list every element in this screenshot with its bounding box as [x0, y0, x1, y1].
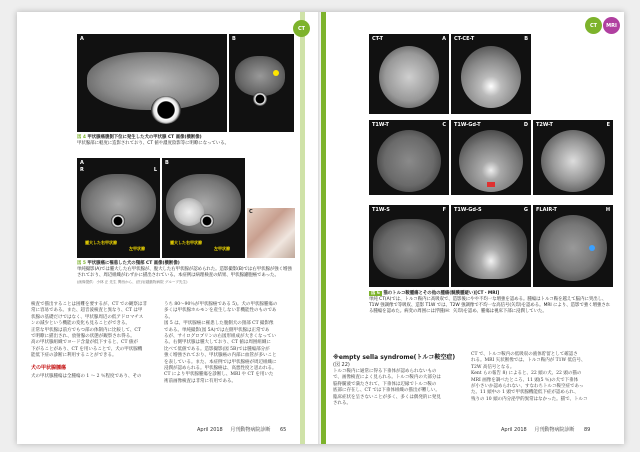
- mri-cell-letter: E: [606, 122, 610, 128]
- paragraph-line: 検査で描出することは困難を要するが、CT での観察は非: [31, 302, 147, 307]
- mri-seq-label: T1W-Gd-T: [454, 122, 481, 128]
- fig5-a-right-thyroid-label: 腫大した右甲状腺: [85, 240, 117, 245]
- paragraph-line: る。右側甲状腺は腫大しており、CT 値は周囲組織に: [164, 340, 271, 346]
- paragraph-line: 脳脊髄液で満たされて、下垂体は辺縁でトルコ鞍の: [333, 381, 437, 387]
- left-page: [17, 12, 320, 444]
- paragraph-line: れる。MRI 矢状断像では、トルコ鞍内が T1W 低信号、: [471, 358, 586, 364]
- left-section-tab: CT: [293, 20, 310, 37]
- mri-cell-5: [533, 120, 613, 195]
- mri-brain-image: [461, 46, 521, 108]
- paragraph-line: 底部に存在し、CT では下垂体組織の描出が難しい。: [333, 388, 440, 394]
- right-page-number: 89: [583, 427, 591, 433]
- mri-brain-image: [377, 130, 441, 192]
- mri-seq-label: FLAIR-T: [536, 207, 557, 213]
- fig5-caption-note: (画像提供：小林 正 先生 関西から、(医)岩越動物病院 グループ先生): [77, 280, 188, 284]
- left-footer-title: 月刊動物病院診断: [230, 427, 271, 433]
- fig6-caption-body: 単純 CT(A)では、トルコ鞍内に高吸収で、造影後にやや不均一な増強を認める。腫瘍はトルコ鞍を越えて脳内に突出し、T1W 強調像で等吸収、造影 T1W では、T2W 強調像で不均一な高信号(矢印)を認める。MRI により、造影で強く増強される腫瘍を認めた。病変の周囲には浮腫(H：矢印)を認め、腫瘍は視床下部に浸潤していた。: [369, 297, 611, 314]
- mri-blue-arrow-marker: [589, 245, 595, 251]
- ct-neck-contrast-trachea: [200, 214, 214, 228]
- paragraph-line: 比べて低値である。造影撮影(図 5B)では腫瘍部分が: [164, 346, 270, 352]
- paragraph-line: ンの減少という機能の変化も見ることができる。: [31, 321, 130, 327]
- left-text-col1: [31, 302, 156, 360]
- fig5-panel-a: [77, 158, 160, 258]
- left-footer: [197, 426, 286, 433]
- mri-cell-4: [451, 120, 531, 195]
- mri-seq-label: T1W-S: [372, 207, 390, 213]
- ct-trachea-ring: [151, 96, 181, 124]
- right-footer: [501, 426, 590, 433]
- ct-zoom-region: [235, 56, 285, 96]
- paragraph-line: で、画像検査によく見られる。トルコ鞍内の大部分は: [333, 375, 441, 381]
- mri-cell-6: [369, 205, 449, 287]
- paragraph-line: 状腺の基礎だけではなく、甲状腺周辺の低アドロマチス: [31, 314, 144, 320]
- right-footer-date: April 2018: [501, 427, 527, 433]
- fig6-caption-title: 猫のトルコ鞍腫瘍とその他の腫瘍(髄膜腫疑い)[CT・MRI]: [383, 291, 500, 296]
- right-section-tab-mri: MRI: [603, 17, 620, 34]
- mri-brain-image: [379, 46, 439, 108]
- mri-red-arrow-marker: [487, 182, 495, 187]
- mri-seq-label: T1W-T: [372, 122, 389, 128]
- left-page-number: 65: [279, 427, 287, 433]
- paragraph-line: Kent らの報告 8) によると、22 頭の犬、22 頭の猫の: [471, 371, 582, 377]
- fig5-photo-c: [247, 208, 295, 258]
- mri-cell-letter: H: [605, 207, 610, 213]
- fig5-panel-b: [162, 158, 245, 258]
- paragraph-line: である。単純撮影(図 5A)では左側甲状腺は正常であ: [164, 327, 270, 333]
- empty-sella-heading-en: ※empty sella syndrome: [333, 354, 414, 361]
- paragraph-line: トルコ鞍内に通常に得る下垂体が認められないもの: [333, 369, 437, 374]
- right-text-col2: [471, 352, 613, 403]
- fig5-r-marker: R: [80, 167, 84, 173]
- paragraph-line: 高の甲状腺組織でヨード含量が低下すると、CT 値が: [31, 340, 138, 346]
- fig5-caption-title: 甲状腺癌に罹患した犬の頸部 CT 画像(横断像): [87, 261, 180, 266]
- fig6-caption: [369, 291, 613, 315]
- right-section-tab-ct: CT: [585, 17, 602, 34]
- mri-seq-label: CT-T: [372, 36, 384, 42]
- mri-brain-image: [373, 219, 445, 279]
- mri-cell-8: [533, 205, 613, 287]
- paragraph-line: 多くは甲状腺ホルモンを産生しない非機能性のものであ: [164, 308, 277, 314]
- left-text-col2: [164, 302, 294, 385]
- fig5-caption: [77, 261, 295, 286]
- mri-cell-letter: C: [442, 122, 446, 128]
- fig4-caption-title: 甲状腺癌腹側下位に発生した犬の甲状腺 CT 画像(横断像): [87, 135, 202, 140]
- paragraph-line: 能低下症の診断に利用することができる。: [31, 353, 117, 359]
- paragraph-line: CT で、トルコ鞍内の低吸収の液体貯留として確認さ: [471, 352, 578, 357]
- paragraph-line: で明瞭に描出され、放射腺の状態が観察され得る。: [31, 334, 135, 340]
- fig4-panel-b-letter: B: [232, 36, 236, 42]
- fig4-caption-number: 図 4: [77, 135, 86, 140]
- ct-zoom-trachea: [253, 92, 267, 106]
- fig5-b-left-thyroid-label: 左甲状腺: [214, 246, 230, 251]
- mri-cell-letter: D: [523, 122, 528, 128]
- paragraph-line: 犬の甲状腺腫瘍は全腫瘍の 1 ～ 2 ％程度であり、その: [31, 374, 142, 379]
- paragraph-line: 浸潤が認められる。甲状腺癌は、高悪性度と思われる。: [164, 366, 277, 372]
- mri-cell-3: [369, 120, 449, 195]
- mri-cell-2: [451, 34, 531, 114]
- mri-brain-image: [541, 130, 605, 192]
- paragraph-line: MRI 画像を調べたところ、11 頭(5 ％)の犬で下垂体: [471, 377, 579, 383]
- left-page-edge-bar: [300, 12, 305, 444]
- section-heading-thyroid-tumor: 犬の甲状腺腫瘍: [31, 365, 67, 371]
- paragraph-line: 常に容易である。また、超音波検査と異なり、CT は甲: [31, 308, 143, 314]
- mri-seq-label: T1W-Gd-S: [454, 207, 482, 213]
- paragraph-line: 下がることがあり、CT を用いることで、犬の甲状腺機: [31, 346, 143, 352]
- paragraph-line: CT により甲状腺腫瘍を診断し、MRI や CT を用いた: [164, 372, 274, 378]
- mri-cell-1: [369, 34, 449, 114]
- mri-seq-label: CT-CE-T: [454, 36, 475, 42]
- mri-cell-letter: G: [523, 207, 528, 213]
- mri-cell-7: [451, 205, 531, 287]
- paragraph-line: 正常な甲状腺は前方でもつ部の体制内に比較して、CT: [31, 327, 141, 333]
- paragraph-line: 図 5 は、甲状腺癌に罹患した腹側犬の頸部 CT 撮影像: [164, 321, 274, 327]
- fig4-panel-a: [77, 34, 227, 132]
- ct-neck-trachea: [111, 214, 125, 228]
- paragraph-line: 臨床症状を呈さないことが多く、多くは偶発的に発見: [333, 394, 441, 400]
- paragraph-line: 術前画像検査は非常に有用である。: [164, 378, 236, 384]
- paragraph-line: が小さいか認められない、すなわちトルコ鞍空症であっ: [471, 384, 584, 390]
- paragraph-line: 残りの 10 頭の内分泌学的異常はなかった。猫で、トルコ: [471, 396, 588, 402]
- paragraph-line: T2W 高信号となる。: [471, 364, 515, 370]
- fig5-l-marker: L: [153, 167, 157, 173]
- right-text-col1: [333, 369, 463, 407]
- paragraph-line: た。11 頭中の 1 頭で甲状腺機能低下症が認められ、: [471, 390, 579, 396]
- mri-brain-image: [539, 215, 607, 281]
- fig5-caption-body: 単純撮影(A)では腫大した右甲状腺が、腹大した右甲状腺が認められた。造影撮影(B)では右甲状腺が強く増強されており、周辺組織がわずかに描出されている。本症例は病理検査の結果、甲状腺濾胞癌であった。: [77, 267, 292, 278]
- paragraph-line: を表している。また、本症例では甲状腺癌が周辺組織に: [164, 359, 277, 365]
- left-footer-date: April 2018: [197, 427, 223, 433]
- fig5-caption-number: 図 5: [77, 261, 86, 266]
- empty-sella-heading-jp: (トルコ鞍空症): [413, 354, 456, 361]
- right-page-edge-bar: [321, 12, 326, 444]
- fig5-a-left-thyroid-label: 左甲状腺: [129, 246, 145, 251]
- paragraph-line: る。: [164, 314, 173, 320]
- right-page: [321, 12, 624, 444]
- mri-cell-letter: B: [524, 36, 528, 42]
- fig5-photo-letter: C: [249, 209, 253, 215]
- fig6-caption-number: 図 6: [371, 291, 380, 296]
- mri-cell-letter: F: [442, 207, 446, 213]
- paragraph-line: 強く増強されており、甲状腺癌の内部に血管が多いこと: [164, 353, 277, 359]
- mri-brain-image: [455, 219, 527, 279]
- paragraph-line: される。: [333, 401, 351, 407]
- fig5-panel-a-letter: A: [80, 160, 84, 166]
- fig4-caption: [77, 135, 295, 147]
- mri-cell-letter: A: [442, 36, 446, 42]
- fig4-panel-b: [229, 34, 294, 132]
- fig4-panel-a-letter: A: [80, 36, 84, 42]
- fig5-b-right-thyroid-label: 腫大した右甲状腺: [170, 240, 202, 245]
- magazine-spread: [17, 12, 624, 444]
- mri-seq-label: T2W-T: [536, 122, 553, 128]
- paragraph-line: るが、サイログロブリンの右図形組成が大きくなってい: [164, 334, 277, 340]
- empty-sella-heading: [333, 352, 455, 361]
- fig4-caption-body: 甲状腺部に軽度に造影されており、CT 値や濃度陰影等に明瞭になっている。: [77, 141, 230, 146]
- fig4-arrow-marker: [273, 70, 279, 76]
- fig5-panel-b-letter: B: [165, 160, 169, 166]
- right-footer-title: 月刊動物病院診断: [534, 427, 575, 433]
- paragraph-line: うち 80～90％が甲状腺癌である 5)。犬の甲状腺腫瘍の: [164, 302, 278, 307]
- empty-sella-figure-ref: (図 22): [333, 362, 350, 368]
- left-text-col1-after: [31, 374, 156, 380]
